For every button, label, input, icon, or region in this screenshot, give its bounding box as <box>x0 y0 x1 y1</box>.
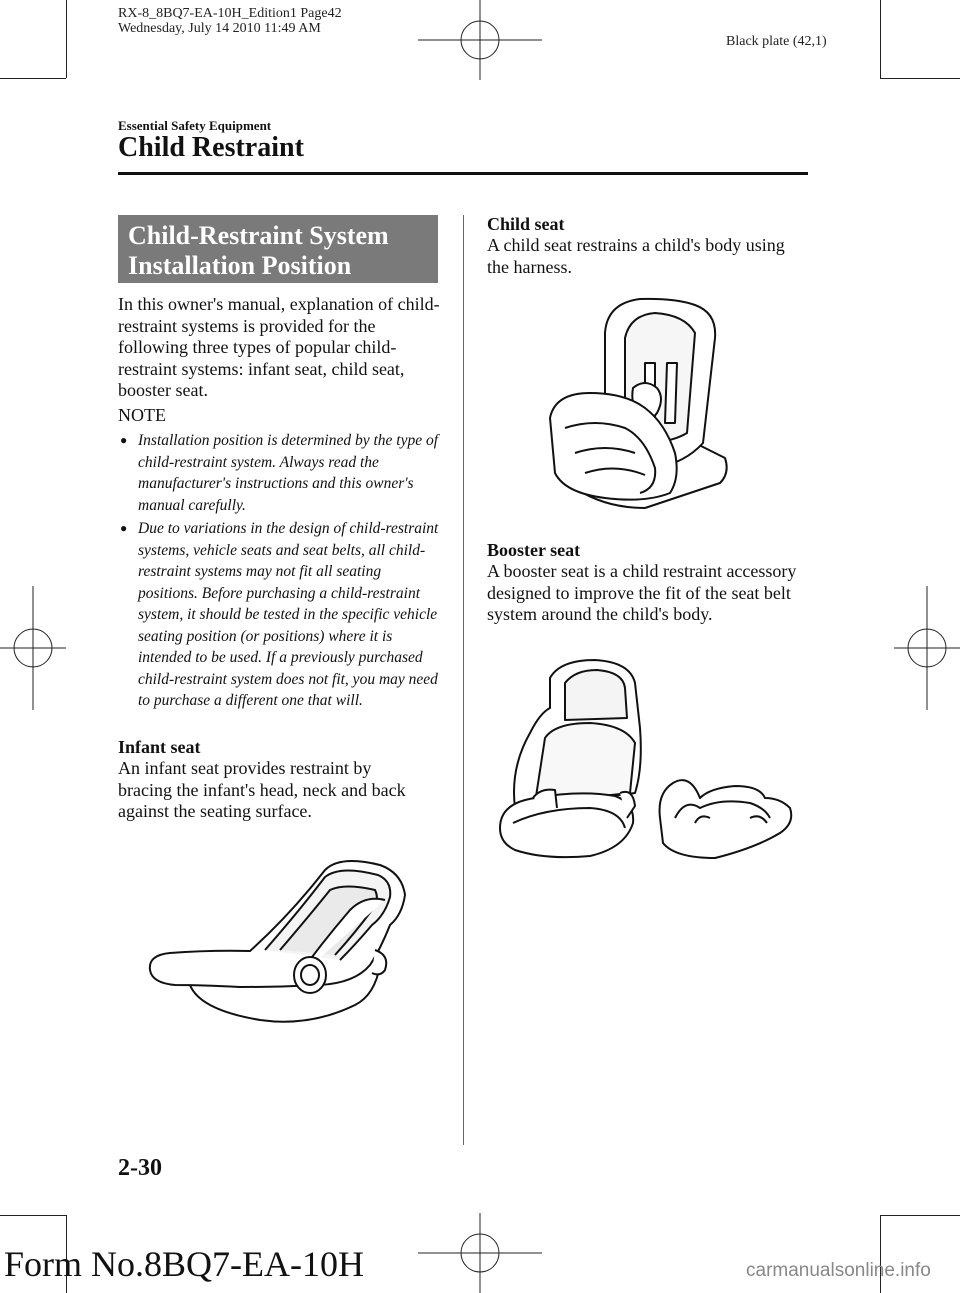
booster-seat-illustration <box>495 658 795 868</box>
booster-seat-text: A booster seat is a child restraint accessory designed to improve the fit of the seat belt system around the child's body. <box>487 561 797 625</box>
registration-mark-icon <box>418 0 542 80</box>
section-title-box <box>118 215 438 283</box>
crop-mark <box>0 78 66 79</box>
chapter-title: Child Restraint <box>118 132 304 163</box>
section-title-line1: Child-Restraint System <box>128 221 389 250</box>
header-rule <box>118 172 808 175</box>
child-seat-heading: Child seat <box>487 214 565 234</box>
intro-paragraph: In this owner's manual, explanation of child-restraint systems is provided for the following three types of popular child-restraint systems: infant seat, child seat, booster seat. <box>118 294 440 401</box>
form-number: Form No.8BQ7-EA-10H <box>4 1244 364 1284</box>
column-divider <box>463 215 464 1145</box>
watermark: carmanualsonline.info <box>746 1260 931 1281</box>
bullet-icon: ● <box>120 521 128 535</box>
page-number: 2-30 <box>118 1155 162 1181</box>
note-label: NOTE <box>118 405 166 425</box>
note-text: Installation position is determined by the type of child-restraint system. Always read the manufacturer's instructions and this owner's manual carefully. <box>138 432 439 514</box>
infant-seat-illustration <box>140 855 410 1030</box>
file-info: RX-8_8BQ7-EA-10H_Edition1 Page42 <box>118 6 342 21</box>
note-text: Due to variations in the design of child-restraint systems, vehicle seats and seat belts, all child-restraint systems may not fit all seating positions. Before purchasing a child-restraint system, it should be tested in the specific vehicle seating position (or positions) where it is intended to be used. If a previously purchased child-restraint system does not fit, you may need to purchase a different one that will. <box>138 520 439 709</box>
crop-mark <box>0 1215 66 1216</box>
note-item <box>118 518 440 712</box>
note-item <box>118 430 440 516</box>
registration-mark-icon <box>0 586 66 710</box>
crop-mark <box>66 0 67 78</box>
print-date: Wednesday, July 14 2010 11:49 AM <box>118 21 321 36</box>
note-list <box>118 430 440 714</box>
booster-seat-heading: Booster seat <box>487 540 581 560</box>
crop-mark <box>880 0 881 78</box>
infant-seat-text: An infant seat provides restraint by bracing the infant's head, neck and back against the seating surface. <box>118 758 406 822</box>
registration-mark-icon <box>418 1213 542 1293</box>
registration-mark-icon <box>894 586 960 710</box>
child-seat-illustration <box>545 293 735 513</box>
crop-mark <box>880 78 960 79</box>
infant-seat-heading: Infant seat <box>118 737 201 757</box>
crop-mark <box>880 1215 960 1216</box>
child-seat-text: A child seat restrains a child's body using the harness. <box>487 235 785 277</box>
section-title-line2: Installation Position <box>128 251 352 280</box>
plate-info: Black plate (42,1) <box>726 34 827 49</box>
section-label: Essential Safety Equipment <box>118 118 272 133</box>
bullet-icon: ● <box>120 433 128 447</box>
